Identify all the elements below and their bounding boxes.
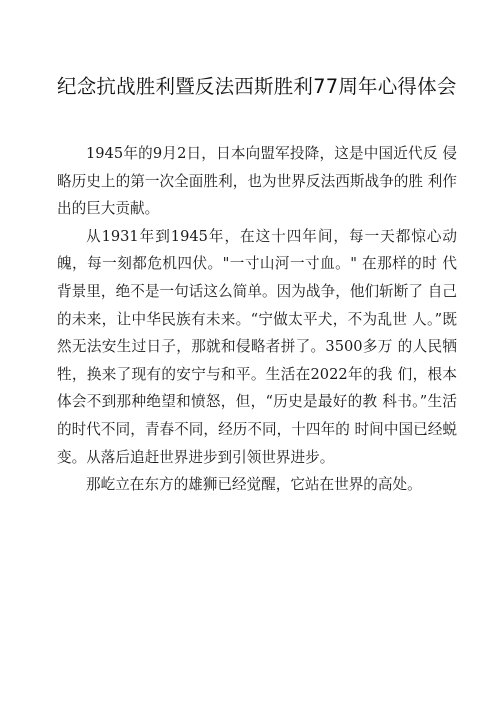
- paragraph-3: 那屹立在东方的雄狮已经觉醒，它站在世界的高处。: [86, 476, 422, 494]
- document-body: [57, 140, 457, 499]
- document-title: 纪念抗战胜利暨反法西斯胜利77周年心得体会: [57, 75, 457, 98]
- paragraph-2: 从1931年到1945年，在这十四年间，每一天都惊心动 魄，每一刻都危机四伏。"一寸山河一寸血。" 在那样的时 代背景里，绝不是一句话这么简单。因为战争，他们斩断了 自己的未来，让中华民族有未来。“宁做太平犬，不为乱世 人。”既然无法安生过日子，那就和侵略者拼了。3500多万 的人民牺牲，换来了现有的安宁与和平。生活在2022年的我 们，根本体会不到那种绝望和愤怒，但，“历史是最好的教 科书。”生活的时代不同，青春不同，经历不同，十四年的 时间中国已经蜕变。从落后追赶世界进步到引领世界进步。: [57, 227, 457, 466]
- paragraph-1: 1945年的9月2日，日本向盟军投降，这是中国近代反 侵略历史上的第一次全面胜利，也为世界反法西斯战争的胜 利作出的巨大贡献。: [57, 145, 457, 218]
